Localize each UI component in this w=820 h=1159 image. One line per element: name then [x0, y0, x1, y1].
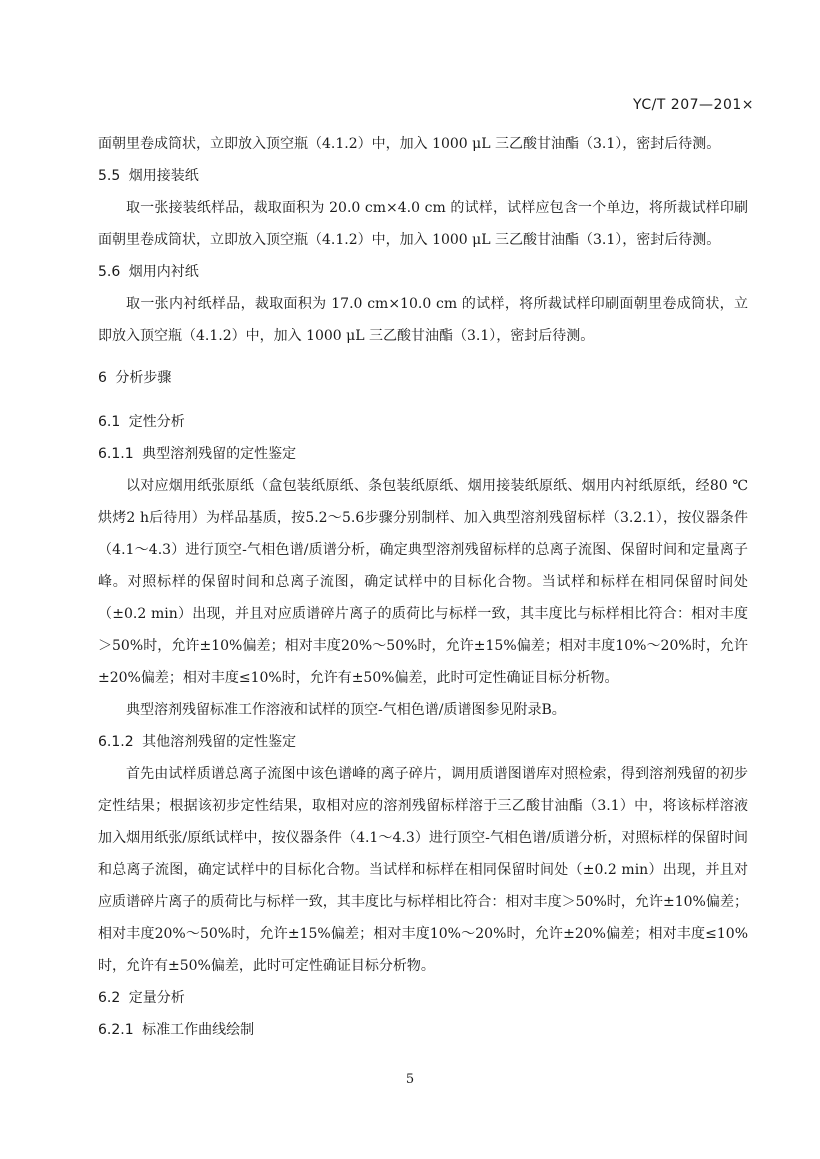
section-number: 6.1.2: [98, 734, 134, 750]
section-5-5-heading: [98, 160, 748, 192]
section-5-6-heading: [98, 256, 748, 288]
section-number: 6.2.1: [98, 1022, 134, 1038]
section-title: 分析步骤: [115, 370, 172, 386]
section-number: 6.1: [98, 414, 121, 430]
paragraph-6-1-1-a: 以对应烟用纸张原纸（盒包装纸原纸、条包装纸原纸、烟用接装纸原纸、烟用内衬纸原纸，经80 ℃烘烤2 h后待用）为样品基质，按5.2～5.6步骤分别制样、加入典型溶剂残留标样（3.2.1），按仪器条件（4.1～4.3）进行顶空-气相色谱/质谱分析，确定典型溶剂残留标样的总离子流图、保留时间和定量离子峰。对照标样的保留时间和总离子流图，确定试样中的目标化合物。当试样和标样在相同保留时间处（±0.2 min）出现，并且对应质谱碎片离子的质荷比与标样一致，其丰度比与标样相比符合：相对丰度＞50%时，允许±10%偏差；相对丰度20%～50%时，允许±15%偏差；相对丰度10%～20%时，允许±20%偏差；相对丰度≤10%时，允许有±50%偏差，此时可定性确证目标分析物。: [98, 478, 748, 686]
section-6-1-2-heading: [98, 726, 748, 758]
section-6-1-heading: [98, 406, 748, 438]
document-body: [98, 128, 748, 1046]
section-6-heading: [98, 362, 748, 394]
paragraph-5-6: 取一张内衬纸样品，裁取面积为 17.0 cm×10.0 cm 的试样，将所裁试样印刷面朝里卷成筒状，立即放入顶空瓶（4.1.2）中，加入 1000 μL 三乙酸甘油酯（3.1），密封后待测。: [98, 296, 748, 344]
section-6-2-1-heading: [98, 1014, 748, 1046]
paragraph-5-5: 取一张接装纸样品，裁取面积为 20.0 cm×4.0 cm 的试样，试样应包含一个单边，将所裁试样印刷面朝里卷成筒状，立即放入顶空瓶（4.1.2）中，加入 1000 μL 三乙酸甘油酯（3.1），密封后待测。: [98, 200, 748, 248]
paragraph-6-1-2: 首先由试样质谱总离子流图中该色谱峰的离子碎片，调用质谱图谱库对照检索，得到溶剂残留的初步定性结果；根据该初步定性结果，取相对应的溶剂残留标样溶于三乙酸甘油酯（3.1）中，将该标样溶液加入烟用纸张/原纸试样中，按仪器条件（4.1～4.3）进行顶空-气相色谱/质谱分析，对照标样的保留时间和总离子流图，确定试样中的目标化合物。当试样和标样在相同保留时间处（±0.2 min）出现，并且对应质谱碎片离子的质荷比与标样一致，其丰度比与标样相比符合：相对丰度＞50%时，允许±10%偏差；相对丰度20%～50%时，允许±15%偏差；相对丰度10%～20%时，允许±20%偏差；相对丰度≤10%时，允许有±50%偏差，此时可定性确证目标分析物。: [98, 766, 748, 974]
section-title: 烟用接装纸: [128, 168, 199, 184]
section-6-1-1-heading: [98, 438, 748, 470]
section-number: 5.5: [98, 168, 121, 184]
section-title: 定性分析: [128, 414, 185, 430]
section-number: 6: [98, 370, 107, 386]
paragraph-5-4-continuation: 面朝里卷成筒状，立即放入顶空瓶（4.1.2）中，加入 1000 μL 三乙酸甘油酯（3.1），密封后待测。: [98, 136, 721, 152]
section-number: 6.2: [98, 990, 121, 1006]
paragraph-6-1-1-b: 典型溶剂残留标准工作溶液和试样的顶空-气相色谱/质谱图参见附录B。: [126, 702, 566, 718]
section-number: 5.6: [98, 264, 121, 280]
section-title: 标准工作曲线绘制: [142, 1022, 255, 1038]
section-title: 定量分析: [128, 990, 185, 1006]
section-title: 典型溶剂残留的定性鉴定: [142, 446, 297, 462]
section-6-2-heading: [98, 982, 748, 1014]
page-number: 5: [405, 1072, 415, 1087]
document-code: YC/T 207—201×: [633, 97, 754, 113]
section-number: 6.1.1: [98, 446, 134, 462]
section-title: 烟用内衬纸: [128, 264, 199, 280]
section-title: 其他溶剂残留的定性鉴定: [142, 734, 297, 750]
